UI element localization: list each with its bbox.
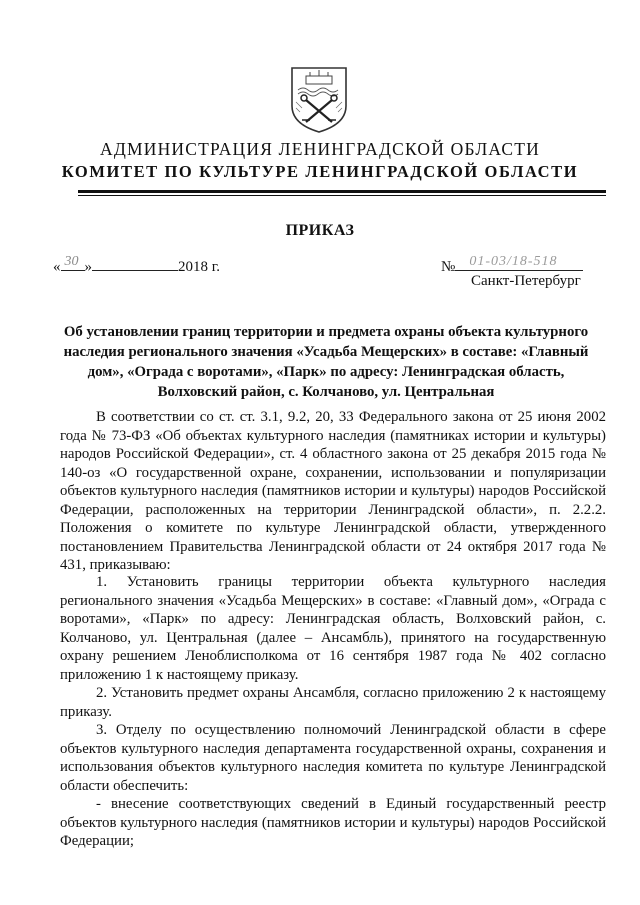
date-month-field: [92, 256, 178, 271]
order-items: [60, 573, 606, 851]
preamble-paragraph: В соответствии со ст. ст. 3.1, 9.2, 20, 33 Федерального закона от 25 июня 2002 года № 73-ФЗ «Об объектах культурного наследия (памятниках истории и культуры) народов Российской Федерации», ст. 4 областного закона от 25 декабря 2015 года № 140-оз «О государственной охране, сохранении, использовании и популяризации объектов культурного наследия (памятников истории и культуры) народов Российской Федерации, расположенных на территории Ленинградской области», п. 2.2.2. Положения о комитете по культуре Ленинградской области, утвержденного постановлением Правительства Ленинградской области от 24 октября 2017 года № 431, приказываю:: [60, 409, 606, 573]
city: Санкт-Петербург: [471, 273, 581, 289]
date-day-handwritten: 30: [64, 254, 79, 269]
order-item-3-subitem-1: - внесение соответствующих сведений в Единый государственный реестр объектов культурного наследия (памятников истории и культуры) народов Российской Федерации;: [60, 796, 606, 849]
order-number-field: [455, 256, 583, 271]
header-thin-divider: [78, 195, 606, 196]
order-item-1: 1. Установить границы территории объекта культурного наследия регионального значения «Усадьба Мещерских» в составе: «Главный дом», «Ограда с воротами», «Парк» по адресу: Ленинградская область, Волховский район, с. Колчаново, ул. Центральная (далее – Ансамбль), принятого на государственную охрану решением Леноблисполкома от 16 сентября 1987 года № 402 согласно приложению 1 к настоящему приказу.: [60, 574, 606, 683]
document-title: Об установлении границ территории и предмета охраны объекта культурного наследия регионального значения «Усадьба Мещерских» в составе: «Главный дом», «Ограда с воротами», «Парк» по адресу: Ленинградская область, Волховский район, с. Колчаново, ул. Центральная: [63, 324, 589, 400]
date-close-quote: »: [84, 259, 92, 275]
committee-name: КОМИТЕТ ПО КУЛЬТУРЕ ЛЕНИНГРАДСКОЙ ОБЛАСТИ: [61, 162, 579, 181]
order-number-handwritten: 01-03/18-518: [469, 254, 558, 269]
order-item-2: 2. Установить предмет охраны Ансамбля, согласно приложению 2 к настоящему приказу.: [60, 685, 606, 720]
order-item-3: 3. Отделу по осуществлению полномочий Ленинградской области в сфере объектов культурного наследия департамента государственной охраны, сохранения и использования объектов культурного наследия комитета по культуре Ленинградской области обеспечить:: [60, 722, 606, 794]
leningrad-oblast-coat-of-arms-icon: [288, 62, 350, 134]
number-prefix: №: [441, 259, 456, 275]
header-thick-divider: [78, 190, 606, 193]
date-open-quote: «: [53, 259, 61, 275]
date-year: 2018 г.: [178, 259, 220, 275]
date-line: [53, 256, 220, 276]
document-type: ПРИКАЗ: [285, 222, 355, 239]
organization-name: АДМИНИСТРАЦИЯ ЛЕНИНГРАДСКОЙ ОБЛАСТИ: [100, 139, 540, 159]
date-day-field: [61, 256, 85, 271]
